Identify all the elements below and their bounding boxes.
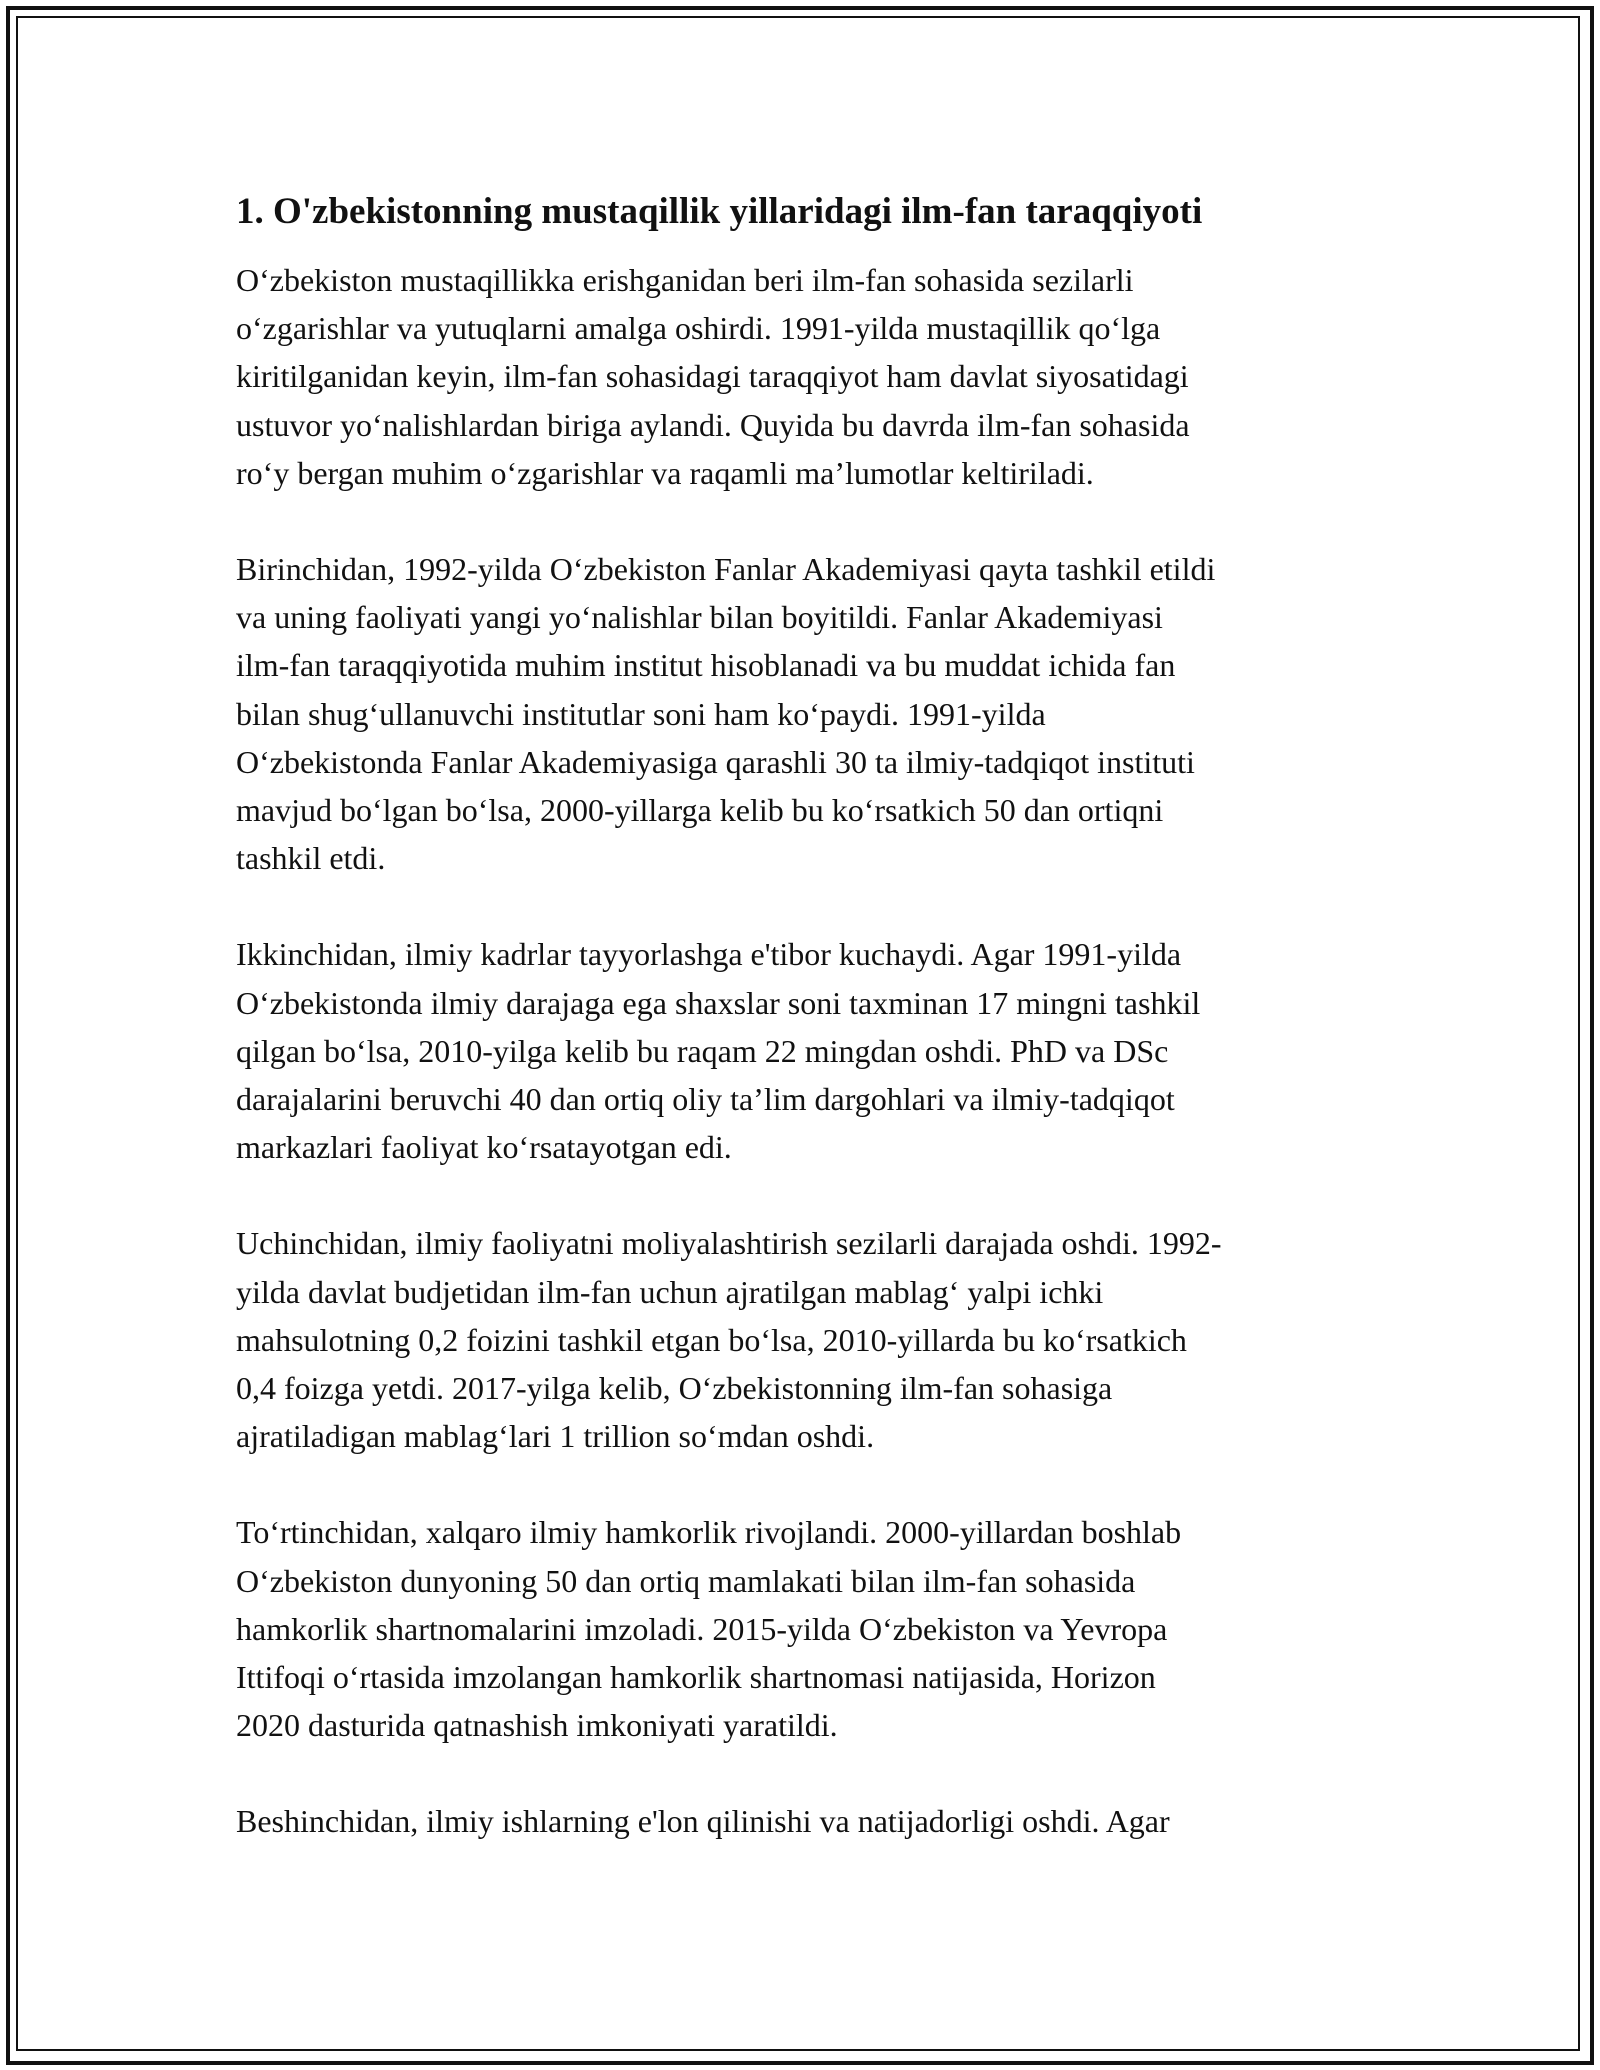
paragraph-fifth: Beshinchidan, ilmiy ishlarning e'lon qilinishi va natijadorligi oshdi. Agar (236, 1803, 1170, 1840)
paragraph-second: Ikkinchidan, ilmiy kadrlar tayyorlashga e'tibor kuchaydi. Agar 1991-yilda O‘zbekistonda ilmiy darajaga ega shaxslar soni taxminan 17 mingni tashkil qilgan bo‘lsa, 2010-yilga kelib bu raqam 22 mingdan oshdi. PhD va DSc darajalarini beruvchi 40 dan ortiq oliy ta’lim dargohlari va ilmiy-tadqiqot markazlari faoliyat ko‘rsatayotgan edi. (236, 936, 1201, 1166)
paragraph-third: Uchinchidan, ilmiy faoliyatni moliyalashtirish sezilarli darajada oshdi. 1992- yilda davlat budjetidan ilm-fan uchun ajratilgan mablag‘ yalpi ichki mahsulotning 0,2 foizini tashkil etgan bo‘lsa, 2010-yillarda bu ko‘rsatkich 0,4 foizga yetdi. 2017-yilga kelib, O‘zbekistonning ilm-fan sohasiga ajratiladigan mablag‘lari 1 trillion so‘mdan oshdi. (236, 1225, 1222, 1455)
paragraph-first: Birinchidan, 1992-yilda O‘zbekiston Fanlar Akademiyasi qayta tashkil etildi va uning faoliyati yangi yo‘nalishlar bilan boyitildi. Fanlar Akademiyasi ilm-fan taraqqiyotida muhim institut hisoblanadi va bu muddat ichida fan bilan shug‘ullanuvchi institutlar soni ham ko‘paydi. 1991-yilda O‘zbekistonda Fanlar Akademiyasiga qarashli 30 ta ilmiy-tadqiqot instituti mavjud bo‘lgan bo‘lsa, 2000-yillarga kelib bu ko‘rsatkich 50 dan ortiqni tashkil etdi. (236, 551, 1216, 877)
paragraph-fourth: To‘rtinchidan, xalqaro ilmiy hamkorlik rivojlandi. 2000-yillardan boshlab O‘zbekiston dunyoning 50 dan ortiq mamlakati bilan ilm-fan sohasida hamkorlik shartnomalarini imzoladi. 2015-yilda O‘zbekiston va Yevropa Ittifoqi o‘rtasida imzolangan hamkorlik shartnomasi natijasida, Horizon 2020 dasturida qatnashish imkoniyati yaratildi. (236, 1514, 1182, 1744)
paragraph-intro: O‘zbekiston mustaqillikka erishganidan beri ilm-fan sohasida sezilarli o‘zgarishlar va yutuqlarni amalga oshirdi. 1991-yilda mustaqillik qo‘lga kiritilganidan keyin, ilm-fan sohasidagi taraqqiyot ham davlat siyosatidagi ustuvor yo‘nalishlardan biriga aylandi. Quyida bu davrda ilm-fan sohasida ro‘y bergan muhim o‘zgarishlar va raqamli ma’lumotlar keltiriladi. (236, 262, 1190, 491)
document-body (236, 188, 1366, 1894)
section-title: 1. O'zbekistonning mustaqillik yillaridagi ilm-fan taraqqiyoti (236, 191, 1203, 232)
